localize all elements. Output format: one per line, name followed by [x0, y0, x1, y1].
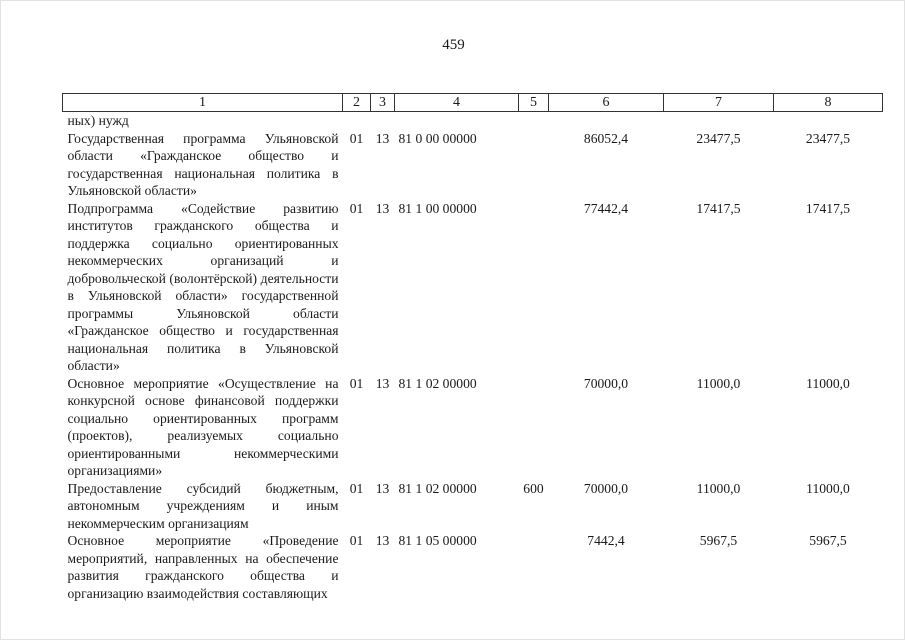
row-name: Государственная программа Ульяновской области «Гражданское общество и государственная национальная политика в Ульяновской области»	[67, 130, 339, 198]
row-amount-2: 11000,0	[696, 375, 741, 391]
row-expense-type	[519, 200, 549, 375]
header-col-4: 4	[395, 94, 519, 112]
header-col-8: 8	[774, 94, 883, 112]
row-expense-type: 600	[523, 480, 544, 496]
row-section: 01	[349, 375, 364, 391]
header-col-5: 5	[519, 94, 549, 112]
row-name: Предоставление субсидий бюджетным, автономным учреждениям и иным некоммерческим организациям	[67, 480, 339, 531]
row-amount-3: 11000,0	[806, 480, 850, 496]
row-section	[343, 112, 371, 130]
row-amount-1: 77442,4	[583, 200, 629, 216]
row-amount-3: 5967,5	[809, 533, 847, 548]
row-section: 01	[349, 200, 364, 216]
row-target-code: 81 1 05 00000	[398, 533, 477, 548]
row-name: Подпрограмма «Содействие развитию институтов гражданского общества и поддержка социально ориентированных некоммерческих организаций и добровольческой (волонтёрской) деятельности в Ульяновской области» государственной программы Ульяновской области «Гражданское общество и государственная национальная политика в Ульяновской области»	[67, 200, 339, 373]
row-amount-1: 7442,4	[587, 533, 625, 548]
row-target-code: 81 1 02 00000	[398, 480, 477, 496]
row-subsection: 13	[375, 480, 390, 496]
row-expense-type	[519, 130, 549, 200]
table-row	[63, 375, 883, 480]
row-amount-1	[549, 112, 664, 130]
row-subsection: 13	[375, 200, 390, 216]
row-target-code: 81 1 00 00000	[398, 200, 477, 216]
row-amount-3: 11000,0	[806, 375, 850, 391]
row-subsection: 13	[375, 375, 390, 391]
row-target-code	[395, 112, 519, 130]
header-col-3: 3	[371, 94, 395, 112]
row-section: 01	[349, 480, 364, 496]
header-col-7: 7	[664, 94, 774, 112]
row-amount-1: 70000,0	[583, 375, 629, 391]
row-name: ных) нужд	[67, 113, 129, 128]
row-expense-type	[519, 532, 549, 602]
table-row	[63, 532, 883, 602]
header-col-2: 2	[343, 94, 371, 112]
row-amount-3: 17417,5	[805, 200, 851, 216]
table-row	[63, 130, 883, 200]
row-name: Основное мероприятие «Проведение мероприятий, направленных на обеспечение развития гражданского общества и организацию взаимодействия составляющих	[67, 533, 339, 601]
row-amount-2	[664, 112, 774, 130]
budget-table	[62, 93, 883, 602]
row-expense-type	[519, 375, 549, 480]
row-expense-type	[519, 112, 549, 130]
table-header-row	[63, 94, 883, 112]
row-amount-2: 5967,5	[699, 533, 738, 548]
row-amount-3: 23477,5	[805, 130, 851, 146]
row-amount-3	[774, 112, 883, 130]
header-col-6: 6	[549, 94, 664, 112]
row-amount-2: 17417,5	[696, 200, 741, 216]
row-subsection: 13	[375, 533, 390, 548]
row-name: Основное мероприятие «Осуществление на конкурсной основе финансовой поддержки социально ориентированных программ (проектов), реализуемых социально ориентированными некоммерческими организациями»	[67, 375, 339, 478]
row-amount-1: 70000,0	[583, 480, 629, 496]
row-target-code: 81 1 02 00000	[398, 375, 477, 391]
header-col-1: 1	[63, 94, 343, 112]
page-number: 459	[442, 37, 465, 53]
row-amount-1: 86052,4	[583, 130, 629, 146]
row-subsection	[371, 112, 395, 130]
row-amount-2: 11000,0	[696, 480, 741, 496]
table-row	[63, 480, 883, 533]
table-row	[63, 112, 883, 130]
row-target-code: 81 0 00 00000	[398, 130, 477, 146]
table-row	[63, 200, 883, 375]
row-section: 01	[349, 130, 364, 146]
row-amount-2: 23477,5	[696, 130, 741, 146]
row-section: 01	[349, 533, 364, 548]
row-subsection: 13	[375, 130, 390, 146]
